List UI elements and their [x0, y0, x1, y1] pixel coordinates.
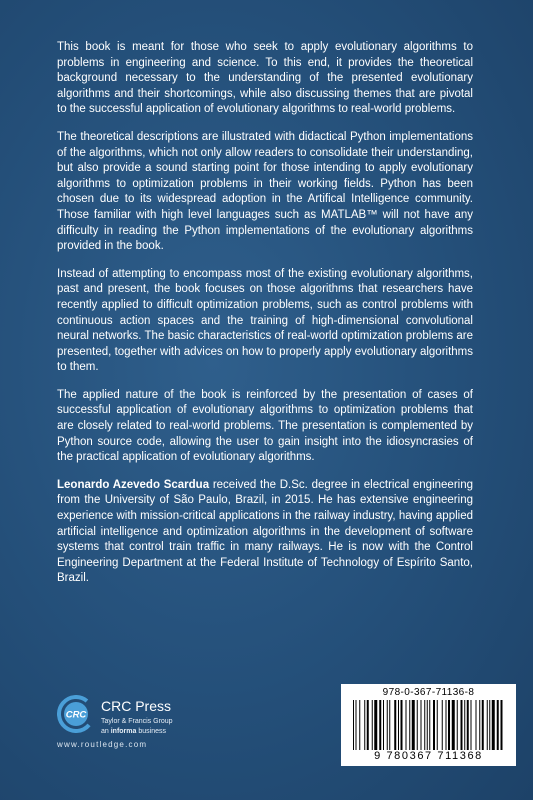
publisher-url: www.routledge.com [57, 740, 148, 749]
back-cover-text [57, 40, 473, 599]
publisher-tagline: an informa business [101, 728, 166, 735]
isbn-number: 978-0-367-71136-8 [382, 687, 475, 698]
publisher-block [57, 693, 257, 753]
paragraph-1: This book is meant for those who seek to apply evolutionary algorithms to problems in engineering and science. To this end, it provides the theoretical background necessary to the understanding of the presented evolutionary algorithms and their shortcomings, while also discussing themes that are pivotal to the successful application of evolutionary algorithms to real-world problems. [57, 41, 473, 116]
author-bio: received the D.Sc. degree in electrical engineering from the University of São Paulo, Brazil, in 2015. He has extensive engineering experience with mission-critical applications in the railway industry, having applied artificial intelligence and optimization algorithms in the development of software systems that control train traffic in many railways. He is now with the Control Engineering Department at the Federal Institute of Technology of Espírito Santo, Brazil. [57, 478, 473, 585]
crc-press-logo [57, 695, 95, 733]
publisher-name: CRC Press [101, 698, 172, 714]
barcode-bars [353, 700, 504, 750]
isbn-barcode [341, 684, 516, 766]
paragraph-2: The theoretical descriptions are illustrated with didactical Python implementations of the algorithms, which not only allow readers to consolidate their understanding, but also provide a sound starting point for those intending to apply evolutionary algorithms to optimization problems in their working fields. Python has been chosen due to its widespread adoption in the Artifical Intelligence community. Those familiar with high level languages such as MATLAB™ will not have any difficulty in reading the Python implementations of the evolutionary algorithms provided in the book. [57, 130, 473, 253]
paragraph-3: Instead of attempting to encompass most of the existing evolutionary algorithms, past and present, the book focuses on those algorithms that researchers have recently applied to difficult optimization problems, such as control problems with continuous action spaces and the training of high-dimensional convolutional neural networks. The basic characteristics of real-world optimization problems are presented, together with advices on how to properly apply evolutionary algorithms to them. [57, 267, 473, 374]
crc-logo-text: CRC [65, 709, 87, 721]
paragraph-4: The applied nature of the book is reinforced by the presentation of cases of successful application of evolutionary algorithms to optimization problems that are closely related to real-world problems. The presentation is complemented by Python source code, allowing the user to gain insight into the idiosyncrasies of the practical application of evolutionary algorithms. [57, 388, 473, 464]
barcode-digits: 9 780367 711368 [374, 750, 483, 762]
author-name: Leonardo Azevedo Scardua [57, 478, 210, 491]
author-bio-paragraph [57, 478, 473, 587]
publisher-group: Taylor & Francis Group [101, 718, 173, 725]
